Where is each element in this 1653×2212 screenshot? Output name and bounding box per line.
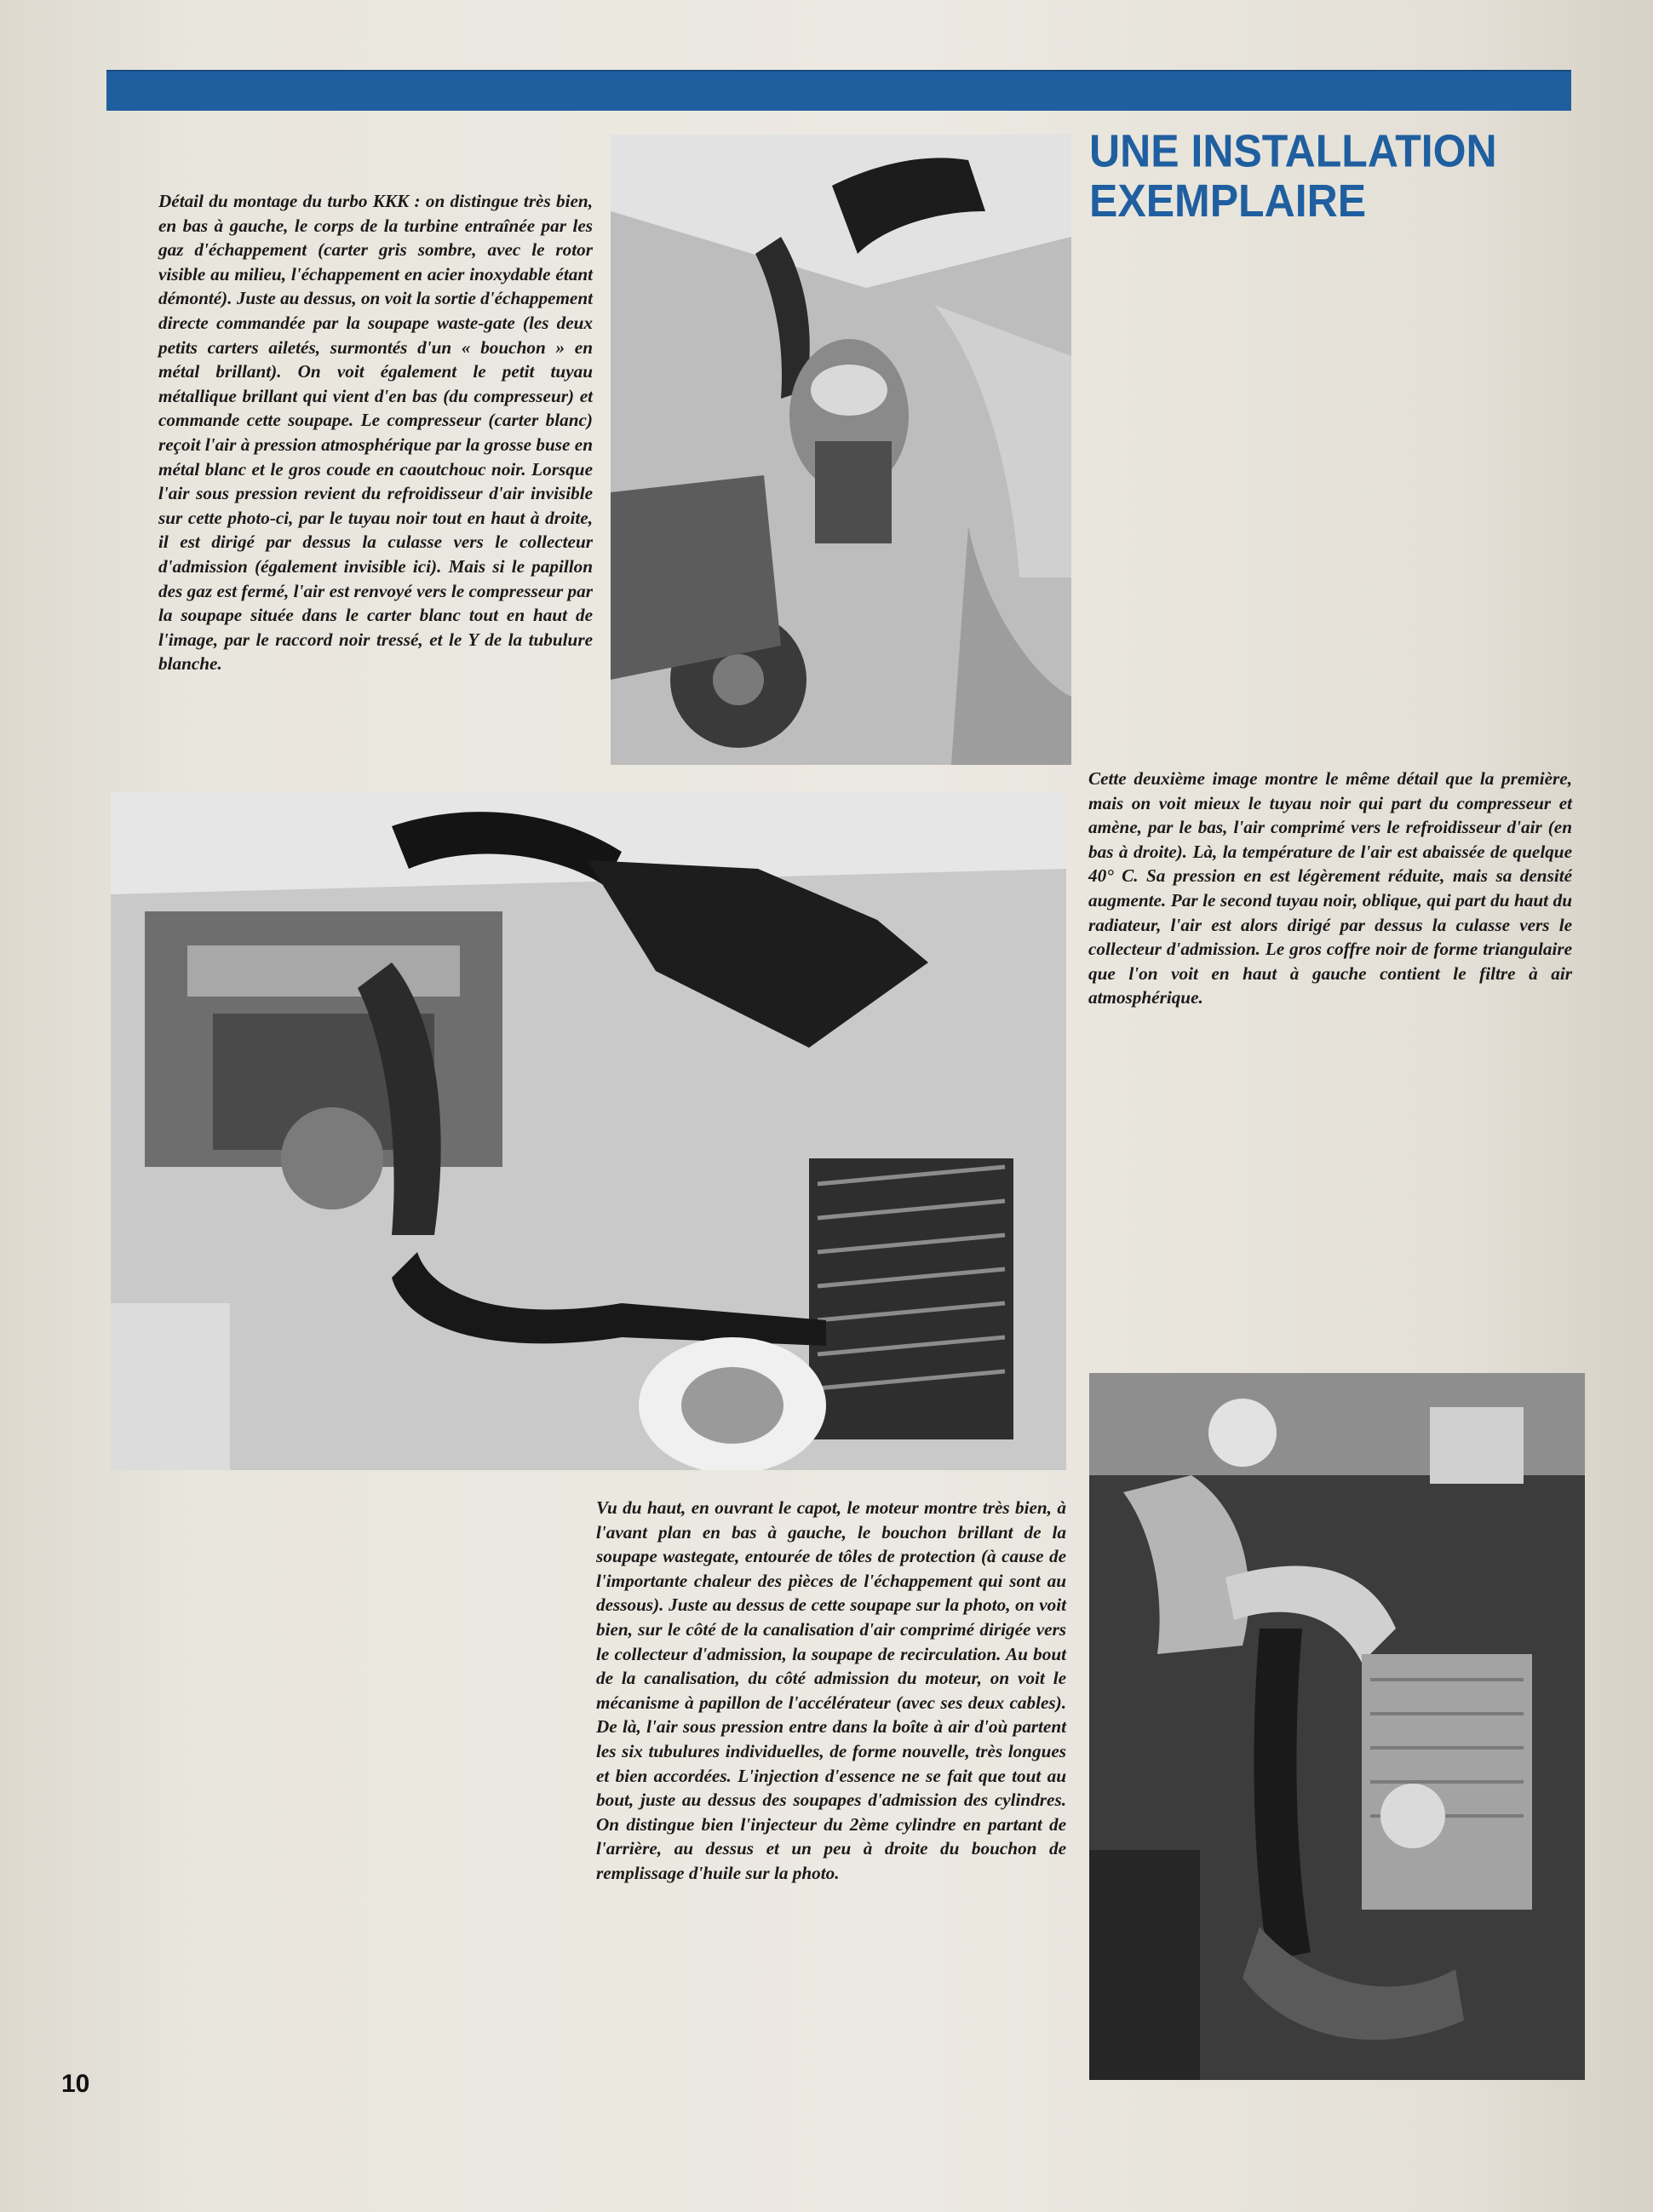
caption-turbo-detail: Détail du montage du turbo KKK : on distingue très bien, en bas à gauche, le corps de la turbine entraînée par les gaz d'échappement (carter gris sombre, avec le rotor visible au milieu, l'échappement en acier inoxydable étant démonté). Juste au dessus, on voit la sortie d'échappement directe commandée par la soupape waste-gate (les deux petits carters ailetés, surmontés d'un « bouchon » en métal brillant). On voit également le petit tuyau métallique brillant qui vient d'en bas (du compresseur) et commande cette soupape. Le compresseur (carter blanc) reçoit l'air à pression atmosphérique par la grosse buse en métal blanc et le gros coude en caoutchouc noir. Lorsque l'air sous pression revient du refroidisseur d'air invisible sur cette photo-ci, par le tuyau noir tout en haut à droite, il est dirigé par dessus la culasse vers le collecteur d'admission (également invisible ici). Mais si le papillon des gaz est fermé, l'air est renvoyé vers le compresseur par la soupape située dans le carter blanc tout en haut de l'image, par le raccord noir tressé, et le Y de la tubulure blanche. (158, 191, 593, 675)
photo-engine-top-view (1089, 1373, 1585, 2080)
caption-top-view: Vu du haut, en ouvrant le capot, le moteur montre très bien, à l'avant plan en bas à gauche, le bouchon brillant de la soupape wastegate, entourée de tôles de protection (à cause de l'importante chaleur des pièces de l'échappement qui sont au dessous). Juste au dessus de cette soupape sur la photo, on voit bien, sur le côté de la canalisation d'air comprimé dirigée vers le collecteur d'admission, la soupape de recirculation. Au bout de la canalisation, du côté admission du moteur, on voit le mécanisme à papillon de l'accélérateur (avec ses deux cables). De là, l'air sous pression entre dans la boîte à air d'où partent les six tubulures individuelles, de forme nouvelle, très longues et bien accordées. L'injection d'essence ne se fait que tout au bout, juste au dessus des soupapes d'admission des cylindres. On distingue bien l'injecteur du 2ème cylindre en partant de l'arrière, au dessus et un peu à droite du bouchon de remplissage d'huile sur la photo. (596, 1497, 1066, 1883)
header-color-bar (106, 70, 1571, 111)
photo-turbo-closeup (611, 135, 1071, 765)
photo-engine-top-view-art (1089, 1373, 1585, 2080)
article-heading (1089, 126, 1532, 226)
photo-engine-intercooler-art (111, 792, 1066, 1470)
heading-line-1: UNE INSTALLATION (1089, 124, 1497, 177)
heading-line-2: EXEMPLAIRE (1089, 175, 1367, 227)
caption-second-image: Cette deuxième image montre le même détail que la première, mais on voit mieux le tuyau noir qui part du compresseur et amène, par le bas, l'air comprimé vers le refroidisseur d'air (en bas à droite). Là, la température de l'air est abaissée de quelque 40° C. Sa pression en est légèrement réduite, mais sa densité augmente. Par le second tuyau noir, oblique, qui part du haut du radiateur, l'air est alors dirigé par dessus la culasse vers le collecteur d'admission. Le gros coffre noir de forme triangulaire que l'on voit en haut à gauche contient le filtre à air atmosphérique. (1088, 768, 1572, 1008)
photo-turbo-closeup-art (611, 135, 1071, 765)
photo-engine-intercooler (111, 792, 1066, 1470)
page-number: 10 (61, 2070, 90, 2098)
